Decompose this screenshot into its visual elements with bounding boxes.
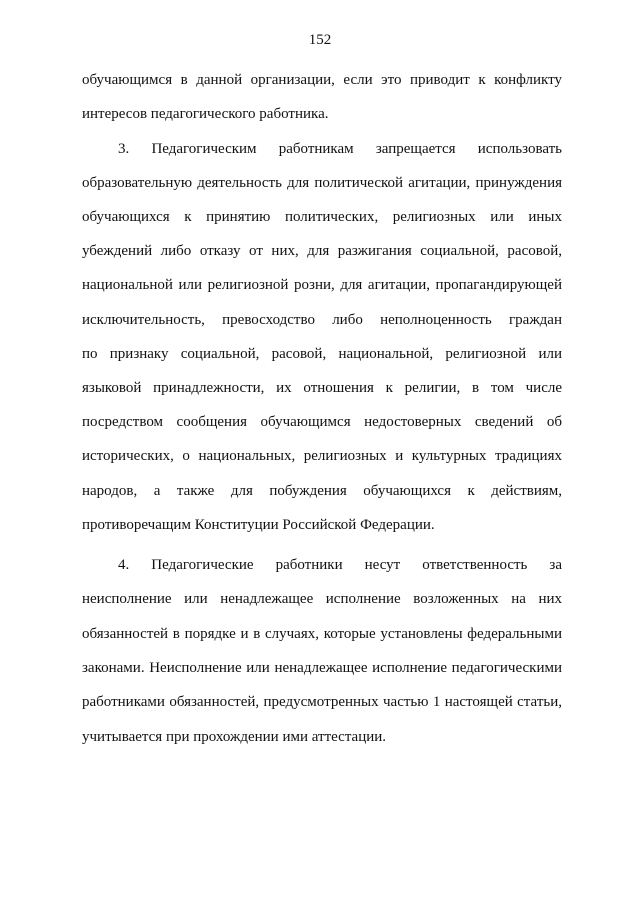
text-line: обязанностей в порядке и в случаях, которые установлены федеральными [82, 626, 562, 642]
text-line: национальной или религиозной розни, для агитации, пропагандирующей [82, 277, 562, 293]
text-line: народов, а также для побуждения обучающихся к действиям, [82, 483, 562, 499]
paragraph-start-line: 3. Педагогическим работникам запрещается использовать [118, 141, 562, 157]
text-line: убеждений либо отказу от них, для разжигания социальной, расовой, [82, 243, 562, 259]
text-line: работниками обязанностей, предусмотренных частью 1 настоящей статьи, [82, 694, 562, 710]
text-line: неисполнение или ненадлежащее исполнение возложенных на них [82, 591, 562, 607]
text-line: образовательную деятельность для политической агитации, принуждения [82, 175, 562, 191]
paragraph-start-line: 4. Педагогические работники несут ответственность за [118, 557, 562, 573]
text-line: языковой принадлежности, их отношения к религии, в том числе [82, 380, 562, 396]
text-line: интересов педагогического работника. [82, 106, 329, 122]
page-number: 152 [308, 32, 332, 48]
text-line: противоречащим Конституции Российской Федерации. [82, 517, 435, 533]
text-line: исторических, о национальных, религиозных и культурных традициях [82, 448, 562, 464]
text-line: учитывается при прохождении ими аттестации. [82, 729, 387, 745]
text-line: посредством сообщения обучающимся недостоверных сведений об [82, 414, 562, 430]
text-line: обучающимся в данной организации, если это приводит к конфликту [82, 72, 562, 88]
text-line: обучающихся к принятию политических, религиозных или иных [82, 209, 562, 225]
text-line: исключительность, превосходство либо неполноценность граждан [82, 312, 562, 328]
text-line: по признаку социальной, расовой, национальной, религиозной или [82, 346, 562, 362]
text-line: законами. Неисполнение или ненадлежащее исполнение педагогическими [82, 660, 562, 676]
